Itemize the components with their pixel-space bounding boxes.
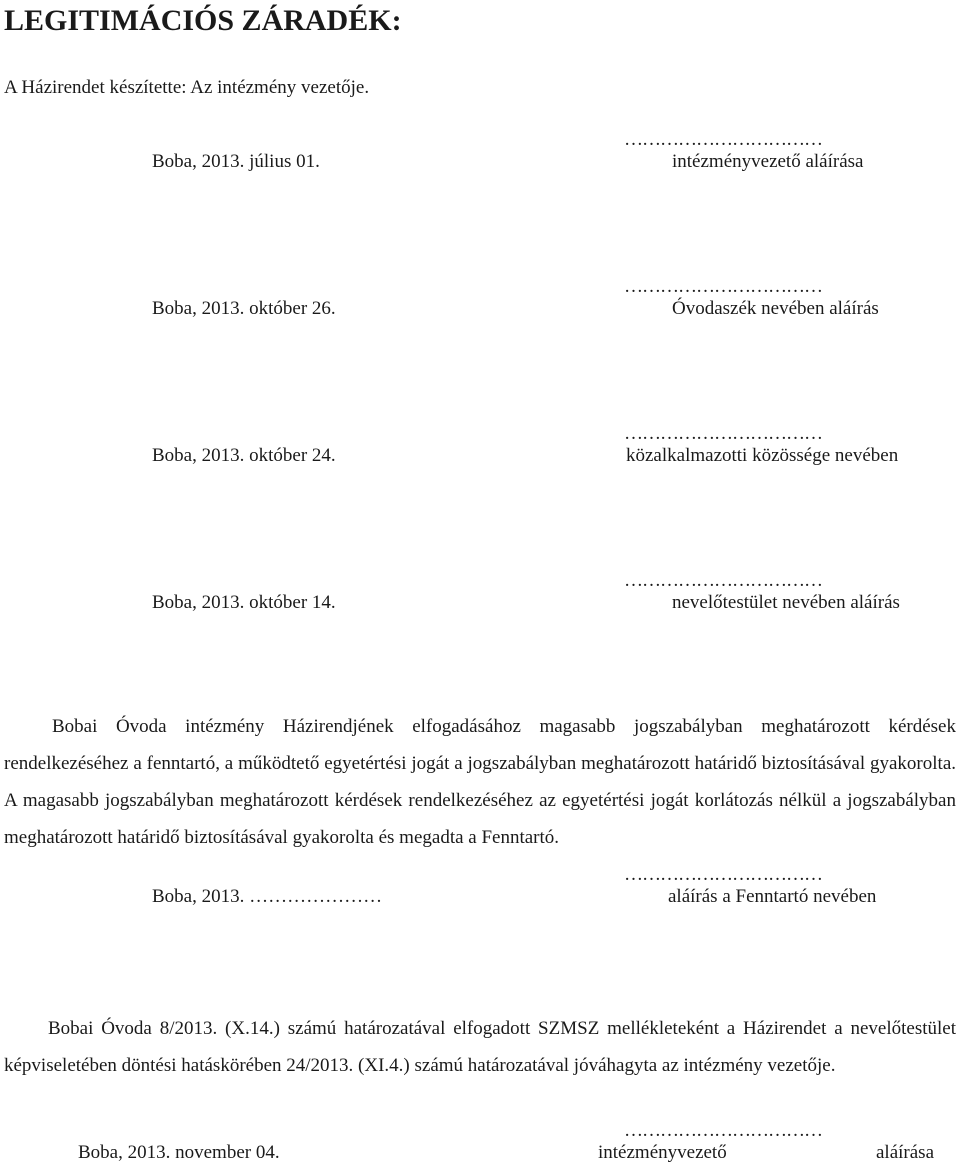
signature-date: Boba, 2013. október 24. (152, 445, 336, 466)
signature-line: …………………………… (624, 129, 822, 150)
page-title: LEGITIMÁCIÓS ZÁRADÉK: (4, 4, 402, 37)
signature-line: …………………………… (624, 276, 822, 297)
signature-caption: közalkalmazotti közössége nevében (626, 445, 899, 466)
signature-line: …………………………… (624, 570, 822, 591)
signature-caption: nevelőtestület nevében aláírás (672, 592, 900, 613)
signature-caption: aláírás a Fenntartó nevében (668, 886, 877, 907)
signature-date: Boba, 2013. október 26. (152, 298, 336, 319)
consent-paragraph: Bobai Óvoda intézmény Házirendjének elfogadásához magasabb jogszabályban meghatározott kérdések rendelkezéséhez a fenntartó, a működtető egyetértési jogát a jogszabályban meghatározott határidő biztosításával gyakorolta. A magasabb jogszabályban meghatározott kérdések rendelkezéséhez az egyetértési jogát korlátozás nélkül a jogszabályban meghatározott határidő biztosításával gyakorolta és megadta a Fenntartó. (4, 716, 956, 848)
signature-caption: aláírása (876, 1142, 935, 1163)
signature-caption: intézményvezető aláírása (672, 151, 864, 172)
signature-date: Boba, 2013. október 14. (152, 592, 336, 613)
signature-date: Boba, 2013. ………………… (152, 886, 383, 907)
author-line: A Házirendet készítette: Az intézmény vezetője. (4, 77, 370, 98)
signature-caption: Óvodaszék nevében aláírás (672, 298, 879, 319)
signature-date: Boba, 2013. július 01. (152, 151, 320, 172)
signature-line: …………………………… (624, 864, 822, 885)
signature-date: Boba, 2013. november 04. (78, 1142, 280, 1163)
signature-line: …………………………… (624, 1120, 822, 1141)
approval-paragraph: Bobai Óvoda 8/2013. (X.14.) számú határozatával elfogadott SZMSZ mellékleteként a Házirendet a nevelőtestület képviseletében döntési hatáskörében 24/2013. (XI.4.) számú határozatával jóváhagyta az intézmény vezetője. (4, 1018, 956, 1076)
signature-line: …………………………… (624, 423, 822, 444)
signature-caption: intézményvezető (598, 1142, 727, 1163)
